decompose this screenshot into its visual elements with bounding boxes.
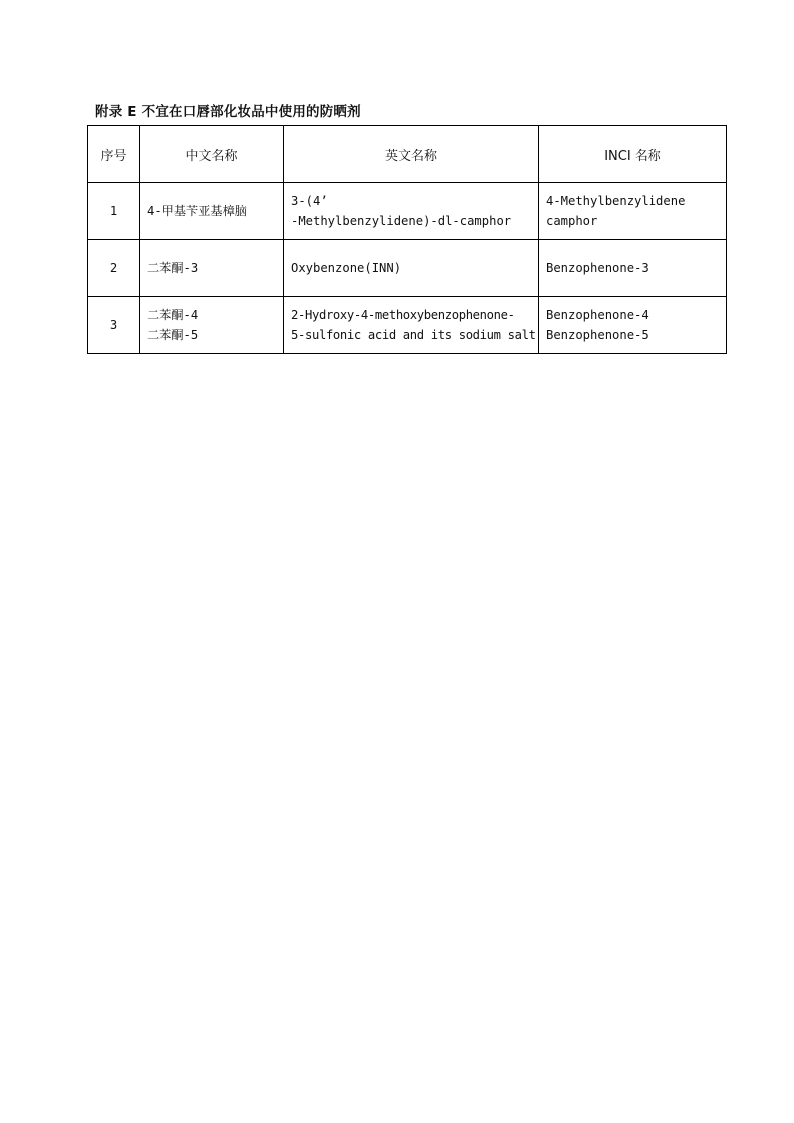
table-row	[88, 240, 727, 297]
row-index: 2	[88, 240, 140, 297]
annex-caption: 附录 E 不宜在口唇部化妆品中使用的防晒剂	[95, 104, 361, 120]
cell-line: Benzophenone-4	[546, 308, 649, 322]
cell-line: 二苯酮-4	[147, 308, 199, 322]
row-inci-name	[539, 240, 727, 297]
row-index: 3	[88, 297, 140, 354]
table-header-row	[88, 126, 727, 183]
sunscreen-table	[87, 125, 727, 354]
row-chinese-name	[140, 240, 284, 297]
cell-line: 4-Methylbenzylidene	[546, 194, 686, 208]
table-row	[88, 297, 727, 354]
cell-line: Benzophenone-5	[546, 328, 649, 342]
row-inci-name	[539, 183, 727, 240]
row-index: 1	[88, 183, 140, 240]
cell-line: 2-Hydroxy-4-methoxybenzophenone-	[291, 308, 515, 322]
cell-line: camphor	[546, 214, 598, 228]
row-inci-name	[539, 297, 727, 354]
header-inci-name: INCI 名称	[539, 126, 727, 183]
cell-line: 3-(4’	[291, 194, 328, 208]
row-english-name	[284, 240, 539, 297]
cell-line: 二苯酮-3	[147, 261, 199, 275]
row-chinese-name	[140, 183, 284, 240]
row-chinese-name	[140, 297, 284, 354]
cell-line: Oxybenzone(INN)	[291, 261, 402, 275]
header-chinese-name: 中文名称	[140, 126, 284, 183]
cell-line: 5-sulfonic acid and its sodium salt	[291, 328, 536, 342]
row-english-name	[284, 297, 539, 354]
cell-line: Benzophenone-3	[546, 261, 649, 275]
row-english-name	[284, 183, 539, 240]
cell-line: 二苯酮-5	[147, 328, 199, 342]
cell-line: 4-甲基苄亚基樟脑	[147, 204, 247, 218]
header-english-name: 英文名称	[284, 126, 539, 183]
header-index: 序号	[88, 126, 140, 183]
cell-line: -Methylbenzylidene)-dl-camphor	[291, 214, 512, 228]
table-row	[88, 183, 727, 240]
